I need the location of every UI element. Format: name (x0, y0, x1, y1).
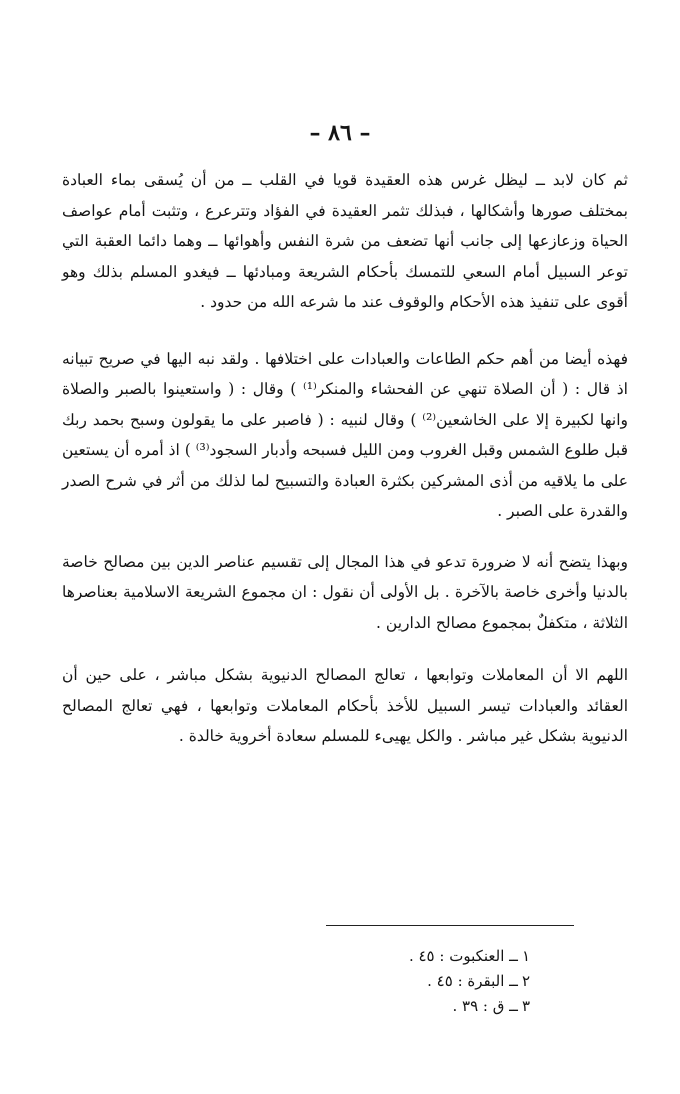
body-text (62, 165, 628, 782)
paragraph-2: فهذه أيضا من أهم حكم الطاعات والعبادات على اختلافها . ولقد نبه اليها في صريح تبيانه اذ قال : ( أن الصلاة تنهي عن الفحشاء والمنكر⁽¹⁾ ) وقال : ( واستعينوا بالصبر والصلاة وانها لكبيرة إلا على الخاشعين⁽²⁾ ) وقال لنبيه : ( فاصبر على ما يقولون وسبح بحمد ربك قبل طلوع الشمس وقبل الغروب ومن الليل فسبحه وأدبار السجود⁽³⁾ ) اذ أمره أن يستعين على ما يلاقيه من أذى المشركين بكثرة العبادة والتسبيح لما لذلك من أثر في شرح الصدر والقدرة على الصبر . (62, 349, 628, 520)
footnote-3 (300, 994, 530, 1019)
paragraph-3: وبهذا يتضح أنه لا ضرورة تدعو في هذا المجال إلى تقسيم عناصر الدين بين مصالح خاصة بالدنيا وأخرى خاصة بالآخرة . بل الأولى أن نقول : ان مجموع الشريعة الاسلامية بعناصرها الثلاثة ، متكفلٌ بمجموع مصالح الدارين . (62, 552, 628, 632)
footnote-divider (326, 925, 574, 926)
footnote-2-text: ــ البقرة : ٤٥ . (427, 972, 518, 990)
paragraph-4: اللهم الا أن المعاملات وتوابعها ، تعالج المصالح الدنيوية بشكل مباشر ، على حين أن العقائد والعبادات تيسر السبيل للأخذ بأحكام المعاملات وتوابعها ، فهي تعالج المصالح الدنيوية بشكل غير مباشر . والكل يهيىء للمسلم سعادة أخروية خالدة . (62, 666, 628, 745)
footnote-2-number: ٢ (521, 972, 530, 990)
footnotes (300, 944, 530, 1019)
paragraph-1: ثم كان لابد ــ ليظل غرس هذه العقيدة قويا في القلب ــ من أن يُسقى بماء العبادة بمختلف صورها وأشكالها ، فبذلك تثمر العقيدة في الفؤاد وتترعرع ، وتثبت أمام عواصف الحياة وزعازعها إلى جانب أنها تضعف من شرة النفس وأهوائها ــ وهما دائما العقبة التي توعر السبيل أمام السعي للتمسك بأحكام الشريعة ومبادئها ــ فيغدو المسلم بذلك وهو أقوى على تنفيذ هذه الأحكام والوقوف عند ما شرعه الله من حدود . (62, 171, 628, 311)
footnote-1-text: ــ العنكبوت : ٤٥ . (408, 947, 518, 965)
footnote-1 (300, 944, 530, 969)
footnote-3-number: ٣ (521, 997, 530, 1015)
page-number: – ٨٦ – (309, 120, 371, 146)
footnote-2 (300, 969, 530, 994)
footnote-1-number: ١ (521, 947, 530, 965)
footnote-3-text: ــ ق : ٣٩ . (452, 997, 518, 1015)
